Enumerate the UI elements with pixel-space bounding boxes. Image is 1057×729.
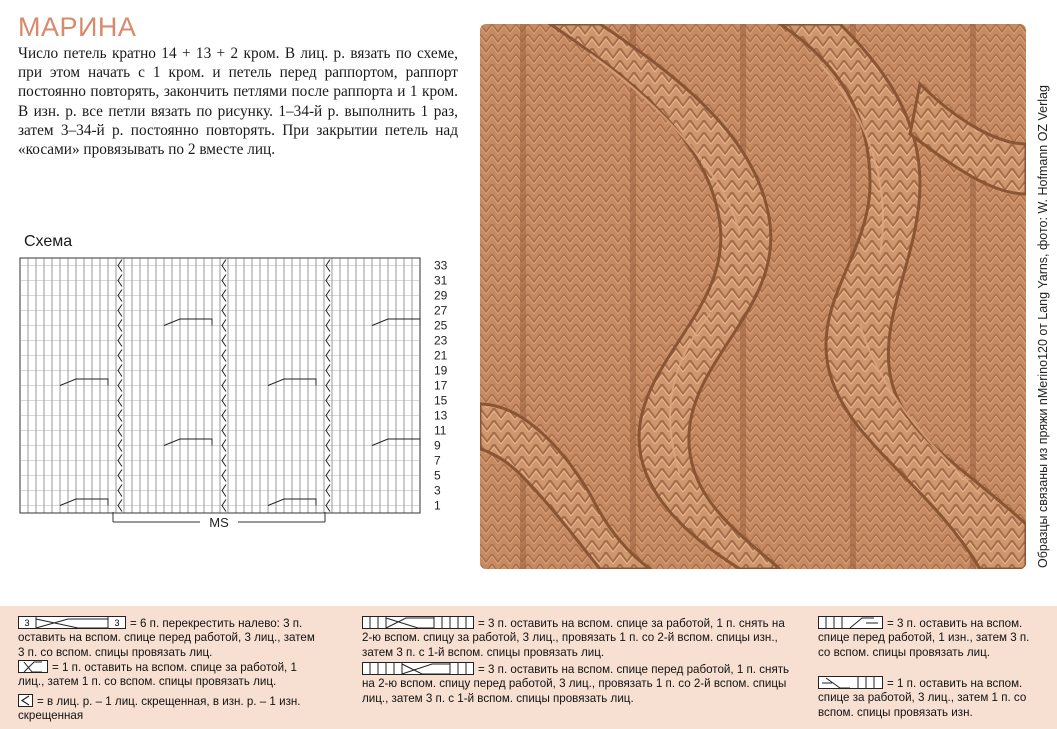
legend-item-purl-cross-back	[818, 676, 1043, 720]
row-number: 19	[434, 363, 448, 378]
row-number: 13	[434, 408, 448, 423]
row-number: 3	[434, 483, 441, 498]
legend-item-cross-left	[18, 616, 318, 660]
chart-label: Схема	[24, 233, 73, 250]
legend-text: = 1 п. оставить на вспом. спице за работой, 3 лиц., затем 1 п. со вспом. спицы провязать изн.	[818, 677, 1027, 719]
row-number: 25	[434, 318, 448, 333]
twisted-stitch-icon	[18, 694, 33, 707]
knitting-chart	[18, 254, 458, 539]
row-number: 27	[434, 303, 448, 318]
photo-credit: Образцы связаны из пряжи nMerino120 от Lang Yarns, фото: W. Hofmann OZ Verlag	[1036, 85, 1050, 568]
cable-purl-back-icon	[818, 676, 883, 689]
legend-item-twisted	[18, 694, 318, 724]
cable-purl-front-icon	[818, 616, 883, 629]
cable-cross-front-icon	[362, 662, 474, 675]
legend-text: = 6 п. перекрестить налево: 3 п. оставить на вспом. спице перед работой, 3 лиц., затем 3 п. со вспом. спицы провязать лиц.	[18, 617, 315, 659]
legend-text: = 3 п. оставить на вспом. спице перед работой, 1 изн., затем 3 п. со вспом. спицы провязать лиц.	[818, 617, 1030, 659]
cable-cross-small-icon	[18, 660, 48, 673]
row-number: 21	[434, 348, 448, 363]
svg-text:3: 3	[24, 618, 30, 628]
row-number: 1	[434, 498, 441, 513]
cable-cross-back-icon	[362, 616, 474, 629]
row-number: 11	[434, 423, 447, 438]
row-number: 23	[434, 333, 448, 348]
row-number: 31	[434, 273, 448, 288]
legend-item-cross-back	[362, 616, 792, 660]
chart-row-numbers	[434, 259, 448, 513]
pattern-instructions: Число петель кратно 14 + 13 + 2 кром. В лиц. р. вязать по схеме, при этом начать с 1 кром. и петель перед раппортом, раппорт постоянно повторять, закончить петлями после раппорта и 1 кром. В изн. р. все петли вязать по рисунку. 1–34-й р. выполнить 1 раз, затем 3–34-й р. постоянно повторять. При закрытии петель над «косами» провязывать по 2 вместе лиц.	[18, 45, 458, 159]
knitted-sample-photo	[480, 24, 1026, 569]
row-number: 17	[434, 378, 448, 393]
repeat-bracket	[113, 512, 325, 530]
repeat-label: MS	[209, 515, 229, 530]
cable-cross-left-icon	[18, 616, 126, 629]
chart-grid	[20, 258, 420, 513]
row-number: 15	[434, 393, 448, 408]
row-number: 9	[434, 438, 441, 453]
legend-text: = 3 п. оставить на вспом. спице за работой, 1 п. снять на 2-ю вспом. спицу за работой, 3 лиц., провязать 1 п. со 2-й вспом. спицы изн., затем 3 п. с 1-й вспом. спицы провязать лиц.	[362, 617, 785, 659]
legend-item-purl-cross-front	[818, 616, 1043, 660]
row-number: 7	[434, 453, 441, 468]
legend-panel	[0, 606, 1057, 729]
legend-item-cross-front	[362, 662, 792, 706]
legend-text: = 3 п. оставить на вспом. спице перед работой, 1 п. снять на 2-ю вспом. спицу перед работой, 3 лиц., провязать 1 п. со 2-й вспом. спицы лиц., затем 3 п. с 1-й вспом. спицы провязать лиц.	[362, 663, 790, 705]
legend-item-cross-1	[18, 660, 318, 690]
row-number: 33	[434, 258, 448, 273]
row-number: 5	[434, 468, 441, 483]
legend-text: = 1 п. оставить на вспом. спице за работой, 1 лиц., затем 1 п. со вспом. спицы провязать лиц.	[18, 661, 297, 689]
legend-text: = в лиц. р. – 1 лиц. скрещенная, в изн. р. – 1 изн. скрещенная	[18, 695, 301, 723]
svg-text:3: 3	[114, 618, 120, 628]
row-number: 29	[434, 288, 448, 303]
pattern-title: МАРИНА	[18, 12, 137, 42]
